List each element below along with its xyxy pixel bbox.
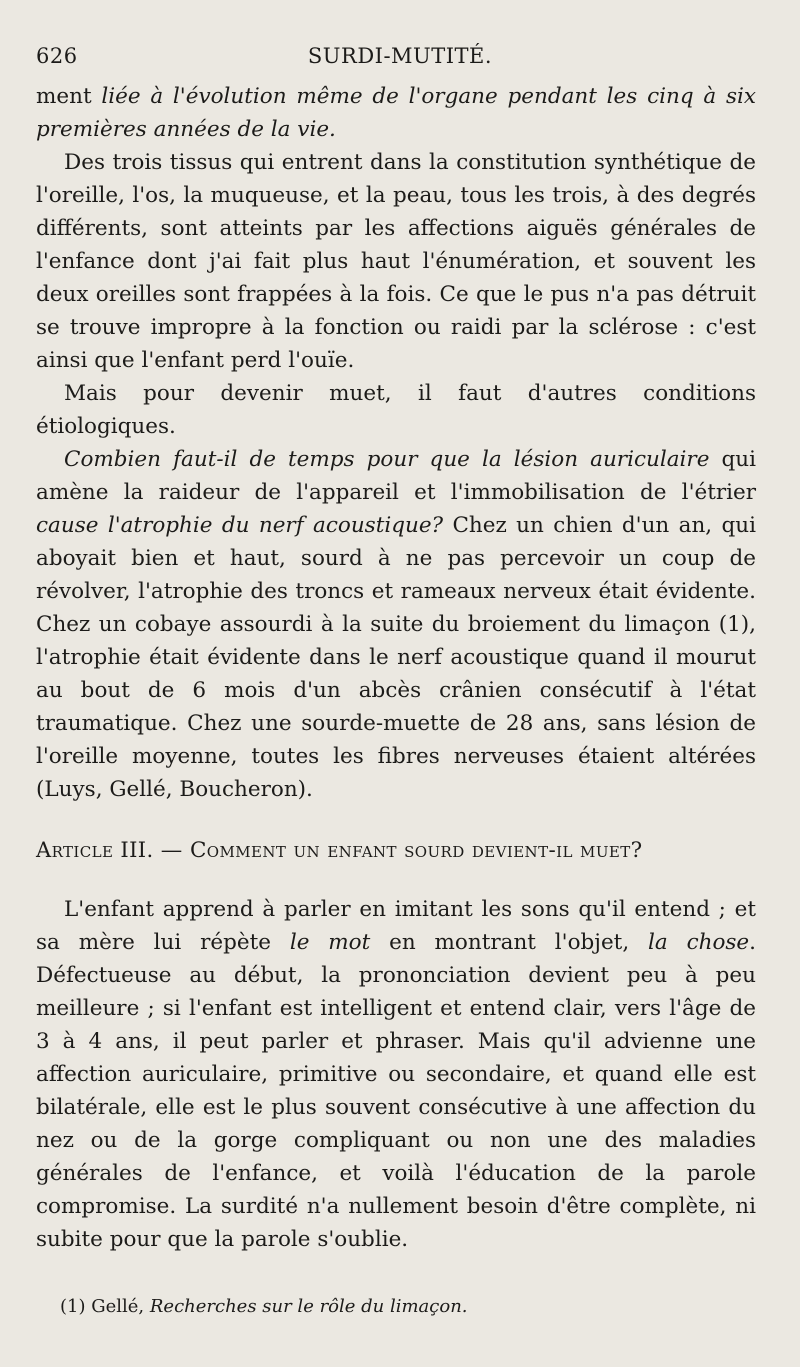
text-span: qui amène la raideur de l'appareil et l'immobilisation de l'étrier [36,447,756,505]
running-title: SURDI-MUTITÉ. [307,44,493,68]
paragraph-continued [36,80,756,146]
italic-span: liée à l'évolution même de l'organe pendant les cinq à six premières années de la vie. [36,84,756,142]
text-span: L'enfant apprend à parler en imitant les sons qu'il entend ; et sa mère lui répète [36,897,756,955]
text-span: Chez un chien d'un an, qui aboyait bien et haut, sourd à ne pas percevoir un coup de révolver, l'atrophie des troncs et rameaux nerveux était évidente. Chez un cobaye assourdi à la suite du broiement du limaçon (1), l'atrophie était évidente dans le nerf acoustique quand il mourut au bout de 6 mois d'un abcès crânien consécutif à l'état traumatique. Chez une sourde-muette de 28 ans, sans lésion de l'oreille moyenne, toutes les fibres nerveuses étaient altérées (Luys, Gellé, Boucheron). [36,513,756,802]
italic-span: Combien faut-il de temps pour que la lésion auriculaire [64,447,710,472]
text-span: en montrant l'objet, [370,930,649,955]
paragraph-atrophie [36,443,756,806]
heading-dash: — [153,838,190,863]
article-label: Article III. [36,838,154,862]
paragraph-muet: Mais pour devenir muet, il faut d'autres conditions étiologiques. [36,381,756,439]
text-span: ment [36,84,102,109]
page-body [36,80,756,1256]
text-span: . Défectueuse au début, la prononciation devient peu à peu meilleure ; si l'enfant est intelligent et entend clair, vers l'âge de 3 à 4 ans, il peut parler et phraser. Mais qu'il advienne une affection auriculaire, primitive ou secondaire, et quand elle est bilatérale, elle est le plus souvent consécutive à une affection du nez ou de la gorge compliquant ou non une des maladies générales de l'enfance, et voilà l'éducation de la parole compromise. La surdité n'a nullement besoin d'être complète, ni subite pour que la parole s'oublie. [36,930,756,1252]
italic-span: la chose [648,930,750,955]
footnote-author: Gellé, [91,1296,150,1317]
article-title: Comment un enfant sourd devient-il muet? [189,838,643,863]
footnote-marker: (1) [60,1296,92,1317]
page-number: 626 [36,44,78,68]
footnote-work: Recherches sur le rôle du limaçon. [149,1296,468,1317]
paragraph-parole [36,893,756,1256]
footnote [60,1294,740,1320]
running-header [0,38,800,74]
italic-span: cause l'atrophie du nerf acoustique? [36,513,444,538]
section-heading [36,834,756,867]
italic-span: le mot [289,930,371,955]
paragraph-tissus: Des trois tissus qui entrent dans la constitution synthétique de l'oreille, l'os, la muqueuse, et la peau, tous les trois, à des degrés différents, sont atteints par les affections aiguës générales de l'enfance dont j'ai fait plus haut l'énumération, et souvent les deux oreilles sont frappées à la fois. Ce que le pus n'a pas détruit se trouve impropre à la fonction ou raidi par la sclérose : c'est ainsi que l'enfant perd l'ouïe. [36,150,756,373]
